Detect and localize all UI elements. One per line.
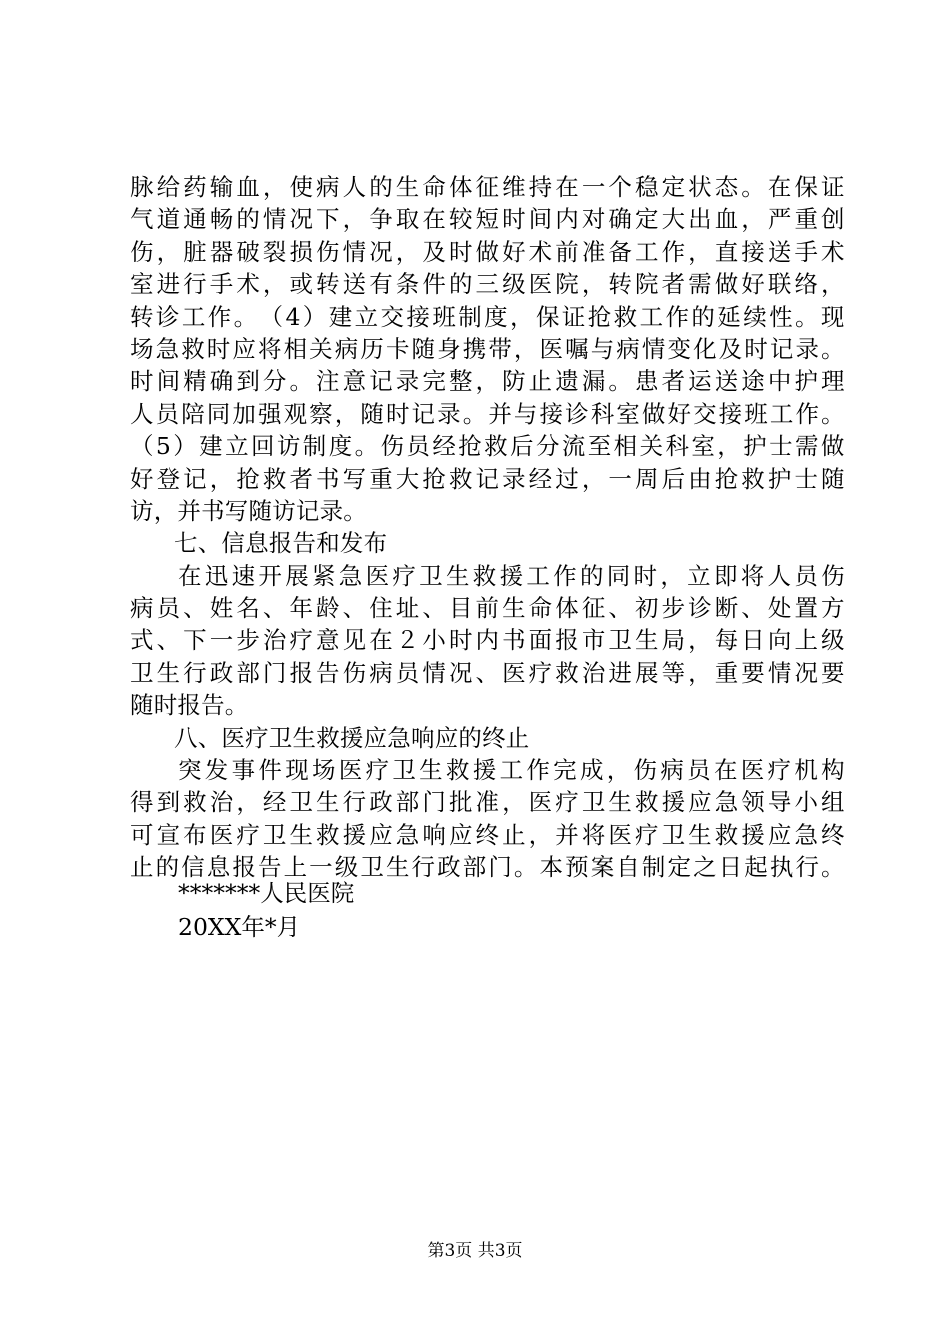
text-line: 气 道 通 畅 的 情 况 下 ， 争 取 在 较 短 时 间 内 对 确 定 大 出 血 ， 严 重 创 xyxy=(130,205,845,234)
text-line: 可 宣 布 医 疗 卫 生 救 援 应 急 响 应 终 止 ， 并 将 医 疗 卫 生 救 援 应 急 终 xyxy=(130,820,845,849)
signature-block xyxy=(178,876,354,944)
text-line: 访，并书写随访记录。 xyxy=(130,496,367,525)
text-line: 场 急 救 时 应 将 相 关 病 历 卡 随 身 携 带 ， 医 嘱 与 病 情 变 化 及 时 记 录 。 xyxy=(130,334,845,363)
section-heading: 八、医疗卫生救援应急响应的终止 xyxy=(174,723,530,752)
text-line: （ 5 ） 建 立 回 访 制 度 。 伤 员 经 抢 救 后 分 流 至 相 关 科 室 ， 护 士 需 做 xyxy=(130,432,845,461)
text-line: 人 员 陪 同 加 强 观 察 ， 随 时 记 录 。 并 与 接 诊 科 室 做 好 交 接 班 工 作 。 xyxy=(130,399,845,428)
text-line: 脉 给 药 输 血 ， 使 病 人 的 生 命 体 征 维 持 在 一 个 稳 定 状 态 。 在 保 证 xyxy=(130,173,845,201)
text-line: 室 进 行 手 术 ， 或 转 送 有 条 件 的 三 级 医 院 ， 转 院 者 需 做 好 联 络 ， xyxy=(130,270,845,299)
text-line: 伤 ， 脏 器 破 裂 损 伤 情 况 ， 及 时 做 好 术 前 准 备 工 作 ， 直 接 送 手 术 xyxy=(130,237,845,266)
text-line: 卫 生 行 政 部 门 报 告 伤 病 员 情 况 、 医 疗 救 治 进 展 等 ， 重 要 情 况 要 xyxy=(130,658,845,687)
text-line: 在 迅 速 开 展 紧 急 医 疗 卫 生 救 援 工 作 的 同 时 ， 立 即 将 人 员 伤 xyxy=(178,561,845,590)
text-line: 得 到 救 治 ， 经 卫 生 行 政 部 门 批 准 ， 医 疗 卫 生 救 援 应 急 领 导 小 组 xyxy=(130,788,845,817)
page-footer: 第3页 共3页 xyxy=(427,1241,523,1261)
section-heading: 七、信息报告和发布 xyxy=(174,529,388,558)
text-line: 好 登 记 ， 抢 救 者 书 写 重 大 抢 救 记 录 经 过 ， 一 周 后 由 抢 救 护 士 随 xyxy=(130,464,845,493)
signature-organization: *******人民医院 xyxy=(178,879,355,907)
document-body xyxy=(130,171,845,884)
text-line: 时 间 精 确 到 分 。 注 意 记 录 完 整 ， 防 止 遗 漏 。 患 者 运 送 途 中 护 理 xyxy=(130,367,845,396)
text-line: 随时报告。 xyxy=(130,691,249,720)
signature-date: 20XX年*月 xyxy=(178,913,301,941)
text-line: 突 发 事 件 现 场 医 疗 卫 生 救 援 工 作 完 成 ， 伤 病 员 在 医 疗 机 构 xyxy=(178,756,845,785)
text-line: 式 、 下 一 步 治 疗 意 见 在 ２ 小 时 内 书 面 报 市 卫 生 局 ， 每 日 向 上 级 xyxy=(130,626,845,655)
text-line: 病 员 、 姓 名 、 年 龄 、 住 址 、 目 前 生 命 体 征 、 初 步 诊 断 、 处 置 方 xyxy=(130,594,845,623)
text-line: 止 的 信 息 报 告 上 一 级 卫 生 行 政 部 门 。 本 预 案 自 制 定 之 日 起 执 行 。 xyxy=(130,853,845,882)
text-line: 转 诊 工 作 。 （ 4 ） 建 立 交 接 班 制 度 ， 保 证 抢 救 工 作 的 延 续 性 。 现 xyxy=(130,302,845,331)
